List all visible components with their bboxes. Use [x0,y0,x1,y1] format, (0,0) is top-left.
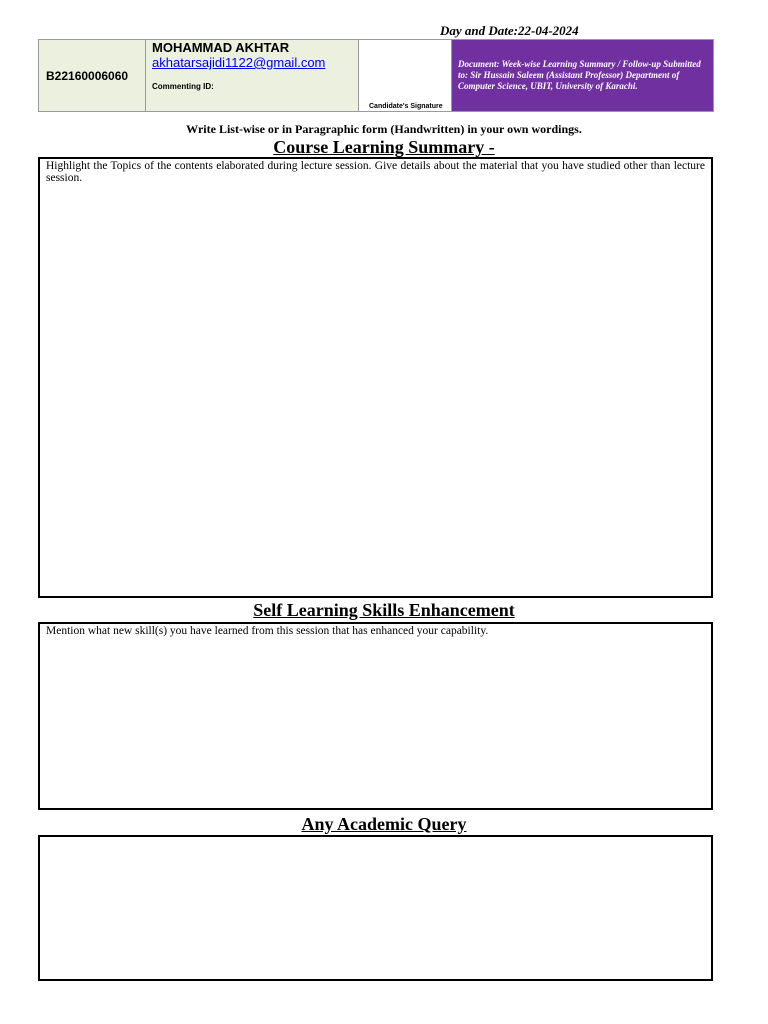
academic-query-prompt [40,837,711,839]
academic-query-title: Any Academic Query [301,814,467,834]
course-learning-summary-prompt: Highlight the Topics of the contents elaborated during lecture session. Give details about the material that you have studied other than lecture session. [46,160,705,184]
signature-label: Candidate's Signature [369,103,443,110]
self-learning-skills-box[interactable] [38,622,713,810]
signature-cell [359,40,452,112]
course-learning-summary-title: Course Learning Summary - [273,137,495,157]
student-name: MOHAMMAD AKHTAR [152,40,290,55]
student-email-link[interactable]: akhatarsajidi1122@gmail.com [152,55,326,70]
student-info-cell [146,40,359,112]
self-learning-skills-title: Self Learning Skills Enhancement [253,600,515,620]
student-id: B22160006060 [39,40,146,112]
course-learning-summary-box[interactable] [38,157,713,598]
day-and-date: Day and Date:22-04-2024 [440,23,579,38]
academic-query-box[interactable] [38,835,713,981]
student-header-table [38,39,714,112]
self-learning-skills-prompt: Mention what new skill(s) you have learned from this session that has enhanced your capability. [46,625,489,637]
document-info: Document: Week-wise Learning Summary / Follow-up Submitted to: Sir Hussain Saleem (Assistant Professor) Department of Computer Science, UBIT, University of Karachi. [452,40,714,112]
instruction-text: Write List-wise or in Paragraphic form (Handwritten) in your own wordings. [186,122,582,136]
commenting-id-label: Commenting ID: [152,82,214,91]
